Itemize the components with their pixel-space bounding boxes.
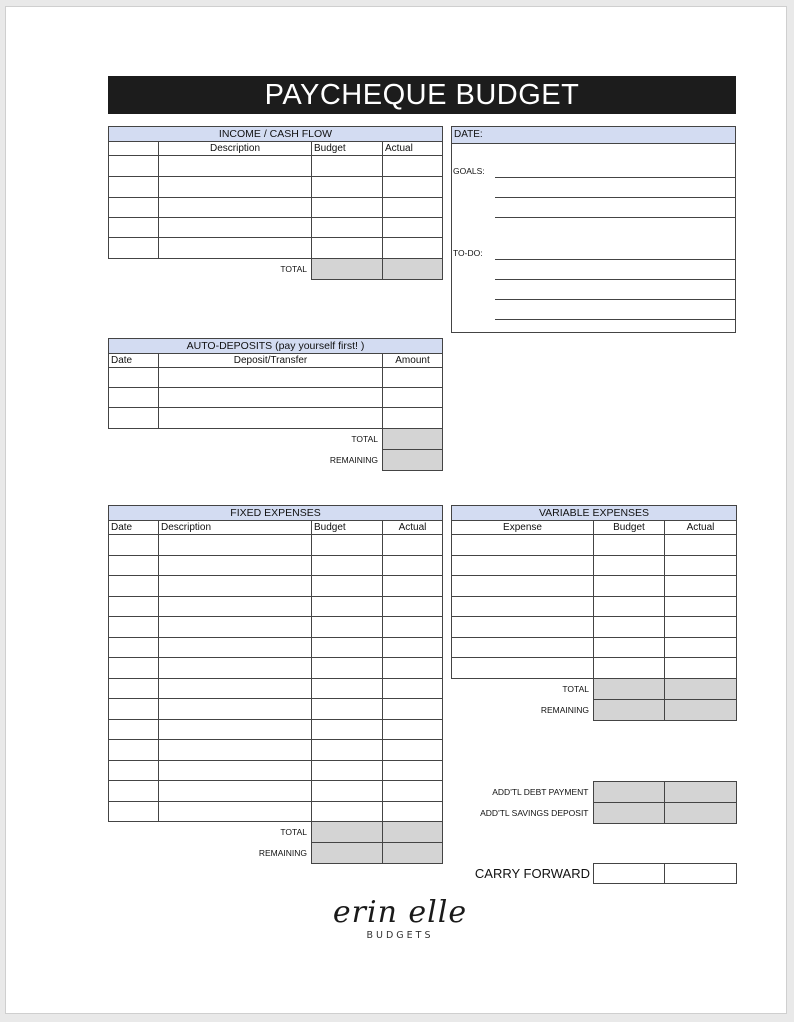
fixed-total-actual-cell[interactable] (383, 822, 443, 843)
table-row (109, 781, 443, 802)
variable-total-label: TOTAL (562, 684, 589, 695)
date-header: DATE: (452, 127, 735, 144)
table-row (109, 576, 443, 597)
table-row (109, 740, 443, 761)
goals-line[interactable] (495, 197, 735, 198)
variable-col-actual: Actual (665, 521, 737, 535)
todo-label: TO-DO: (453, 248, 483, 258)
auto-total-label: TOTAL (351, 434, 378, 445)
fixed-total-label: TOTAL (280, 827, 307, 838)
fixed-col-actual: Actual (383, 521, 443, 535)
fixed-remaining-actual-cell[interactable] (383, 843, 443, 864)
todo-line[interactable] (495, 299, 735, 300)
table-row (109, 720, 443, 740)
goals-line[interactable] (495, 177, 735, 178)
savings-deposit-label: ADD'TL SAVINGS DEPOSIT (480, 808, 589, 818)
fixed-col-description: Description (159, 521, 312, 535)
carry-forward-actual-cell[interactable] (665, 864, 737, 884)
auto-deposits-header: AUTO-DEPOSITS (pay yourself first! ) (109, 339, 443, 354)
variable-expenses-header: VARIABLE EXPENSES (452, 506, 737, 521)
date-goals-panel (451, 126, 736, 333)
fixed-remaining-budget-cell[interactable] (312, 843, 383, 864)
auto-deposits-table (108, 338, 443, 471)
variable-total-actual-cell[interactable] (665, 679, 737, 700)
table-row (452, 597, 737, 617)
table-row (109, 198, 443, 218)
income-total-actual-cell[interactable] (383, 259, 443, 280)
table-row (109, 177, 443, 198)
table-row (109, 658, 443, 679)
carry-forward-label: CARRY FORWARD (474, 866, 590, 881)
variable-remaining-actual-cell[interactable] (665, 700, 737, 721)
variable-col-budget: Budget (594, 521, 665, 535)
table-row (109, 617, 443, 638)
auto-col-date: Date (109, 354, 159, 368)
brand-name: erin elle (332, 895, 468, 930)
carry-forward-table (593, 863, 737, 884)
table-row (109, 218, 443, 238)
table-row (109, 761, 443, 781)
table-row (452, 617, 737, 638)
brand-logo (300, 896, 500, 942)
fixed-total-budget-cell[interactable] (312, 822, 383, 843)
debt-payment-label: ADD'TL DEBT PAYMENT (492, 787, 589, 797)
additional-payments-table (451, 781, 737, 824)
income-total-label: TOTAL (280, 264, 307, 275)
table-row (109, 597, 443, 617)
table-row (109, 408, 443, 429)
table-row (452, 658, 737, 679)
table-row (109, 535, 443, 556)
variable-remaining-budget-cell[interactable] (594, 700, 665, 721)
savings-deposit-budget-cell[interactable] (593, 803, 664, 824)
fixed-remaining-label: REMAINING (258, 848, 307, 858)
table-row (109, 388, 443, 408)
fixed-expenses-table (108, 505, 443, 864)
brand-subtitle: BUDGETS (366, 930, 434, 941)
income-total-budget-cell[interactable] (312, 259, 383, 280)
goals-line[interactable] (495, 217, 735, 218)
table-row (452, 576, 737, 597)
table-row (109, 679, 443, 699)
table-row (109, 238, 443, 259)
table-row (109, 699, 443, 720)
table-row (452, 556, 737, 576)
table-row (109, 368, 443, 388)
table-row (452, 535, 737, 556)
variable-expenses-table (451, 505, 737, 721)
todo-line[interactable] (495, 279, 735, 280)
table-row (109, 802, 443, 822)
table-row (109, 638, 443, 658)
variable-remaining-label: REMAINING (540, 705, 589, 715)
auto-remaining-label: REMAINING (329, 455, 378, 465)
income-header: INCOME / CASH FLOW (109, 127, 443, 142)
income-col-budget: Budget (312, 142, 383, 156)
debt-payment-actual-cell[interactable] (664, 782, 736, 803)
auto-total-cell[interactable] (383, 429, 443, 450)
income-col-description: Description (159, 142, 312, 156)
savings-deposit-actual-cell[interactable] (664, 803, 736, 824)
page-title: PAYCHEQUE BUDGET (108, 76, 736, 114)
variable-col-expense: Expense (452, 521, 594, 535)
table-row (452, 638, 737, 658)
table-row (109, 556, 443, 576)
variable-total-budget-cell[interactable] (594, 679, 665, 700)
auto-col-deposit: Deposit/Transfer (159, 354, 383, 368)
income-table (108, 126, 443, 280)
todo-line[interactable] (495, 319, 735, 320)
todo-line[interactable] (495, 259, 735, 260)
fixed-col-budget: Budget (312, 521, 383, 535)
table-row (109, 156, 443, 177)
fixed-expenses-header: FIXED EXPENSES (109, 506, 443, 521)
auto-remaining-cell[interactable] (383, 450, 443, 471)
auto-col-amount: Amount (383, 354, 443, 368)
carry-forward-budget-cell[interactable] (594, 864, 665, 884)
debt-payment-budget-cell[interactable] (593, 782, 664, 803)
income-col-actual: Actual (383, 142, 443, 156)
goals-label: GOALS: (453, 166, 485, 176)
fixed-col-date: Date (109, 521, 159, 535)
income-col-blank (109, 142, 159, 156)
